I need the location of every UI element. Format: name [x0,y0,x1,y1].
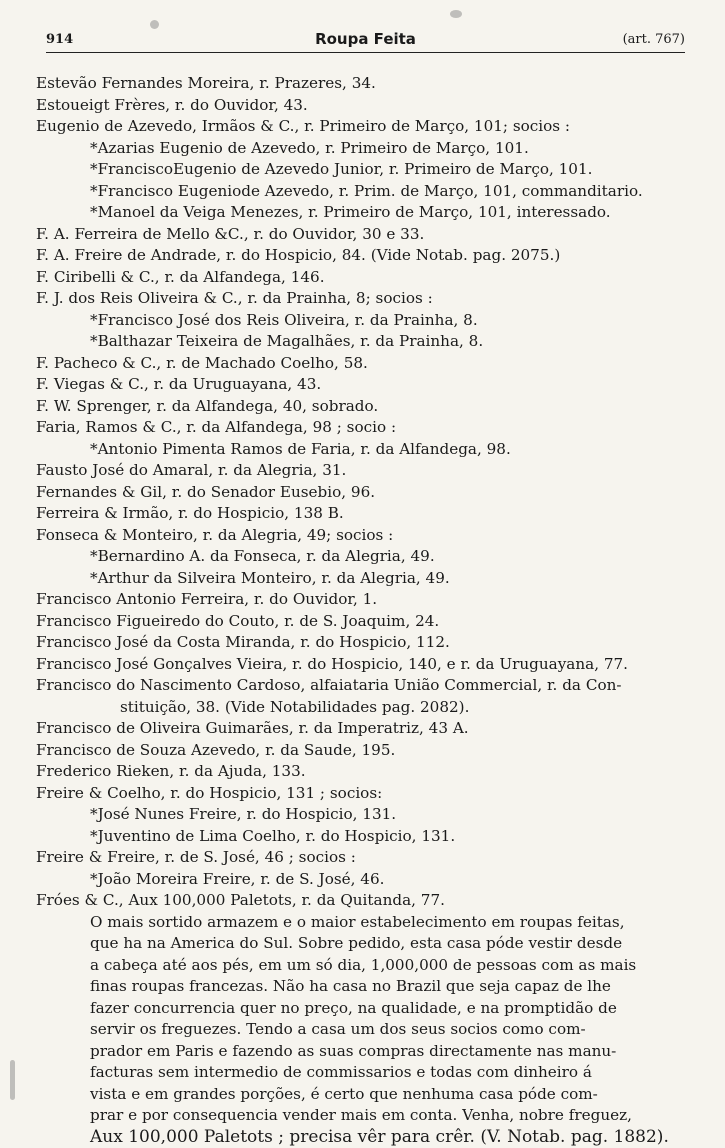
directory-entry: Faria, Ramos & C., r. da Alfandega, 98 ; socio : [36,417,686,439]
advertisement-line: facturas sem intermedio de commissarios e todas com dinheiro á [36,1062,686,1084]
scan-speck [150,20,159,29]
directory-entry: Frederico Rieken, r. da Ajuda, 133. [36,761,686,783]
directory-entry: Freire & Coelho, r. do Hospicio, 131 ; socios: [36,783,686,805]
advertisement-line: que ha na America do Sul. Sobre pedido, esta casa póde vestir desde [36,933,686,955]
advertisement-line: servir os freguezes. Tendo a casa um dos seus socios como com- [36,1019,686,1041]
advertisement-line: a cabeça até aos pés, em um só dia, 1,000,000 de pessoas com as mais [36,955,686,977]
partner-line: *José Nunes Freire, r. do Hospicio, 131. [36,804,686,826]
directory-entry: Francisco José da Costa Miranda, r. do Hospicio, 112. [36,632,686,654]
directory-entry: F. Ciribelli & C., r. da Alfandega, 146. [36,267,686,289]
scan-speck [450,10,462,18]
directory-entry: F. A. Ferreira de Mello &C., r. do Ouvidor, 30 e 33. [36,224,686,246]
directory-entry: Estevão Fernandes Moreira, r. Prazeres, 34. [36,73,686,95]
partner-line: *FranciscoEugenio de Azevedo Junior, r. Primeiro de Março, 101. [36,159,686,181]
directory-entry: Francisco Figueiredo do Couto, r. de S. Joaquim, 24. [36,611,686,633]
partner-line: *Bernardino A. da Fonseca, r. da Alegria, 49. [36,546,686,568]
partner-line: *Juventino de Lima Coelho, r. do Hospicio, 131. [36,826,686,848]
directory-entry: Francisco do Nascimento Cardoso, alfaiataria União Commercial, r. da Con- [36,675,686,697]
directory-entry: Estoueigt Frères, r. do Ouvidor, 43. [36,95,686,117]
advertisement-line: prar e por consequencia vender mais em conta. Venha, nobre freguez, [36,1105,686,1127]
partner-line: *Azarias Eugenio de Azevedo, r. Primeiro de Março, 101. [36,138,686,160]
partner-line: *Arthur da Silveira Monteiro, r. da Alegria, 49. [36,568,686,590]
directory-entry: F. J. dos Reis Oliveira & C., r. da Prainha, 8; socios : [36,288,686,310]
directory-entry: Ferreira & Irmão, r. do Hospicio, 138 B. [36,503,686,525]
directory-entry: Francisco de Souza Azevedo, r. da Saude, 195. [36,740,686,762]
directory-entry: F. Pacheco & C., r. de Machado Coelho, 58. [36,353,686,375]
directory-entry: Fernandes & Gil, r. do Senador Eusebio, 96. [36,482,686,504]
partner-line: *Balthazar Teixeira de Magalhães, r. da Prainha, 8. [36,331,686,353]
directory-entry: Freire & Freire, r. de S. José, 46 ; socios : [36,847,686,869]
directory-entry: F. A. Freire de Andrade, r. do Hospicio, 84. (Vide Notab. pag. 2075.) [36,245,686,267]
advertisement-line: O mais sortido armazem e o maior estabelecimento em roupas feitas, [36,912,686,934]
partner-line: *Manoel da Veiga Menezes, r. Primeiro de Março, 101, interessado. [36,202,686,224]
page-title: Roupa Feita [46,30,685,48]
partner-line: *Antonio Pimenta Ramos de Faria, r. da Alfandega, 98. [36,439,686,461]
directory-entry: Francisco José Gonçalves Vieira, r. do Hospicio, 140, e r. da Uruguayana, 77. [36,654,686,676]
directory-entry: F. Viegas & C., r. da Uruguayana, 43. [36,374,686,396]
advertisement-line: Aux 100,000 Paletots ; precisa vêr para crêr. (V. Notab. pag. 1882). [36,1127,686,1148]
page-header [46,30,685,53]
directory-entry: Fonseca & Monteiro, r. da Alegria, 49; socios : [36,525,686,547]
directory-listing [36,73,686,1148]
article-reference: (art. 767) [623,32,685,47]
page-number: 914 [46,32,73,47]
directory-entry: Francisco de Oliveira Guimarães, r. da Imperatriz, 43 A. [36,718,686,740]
entry-continuation: stituição, 38. (Vide Notabilidades pag. 2082). [36,697,686,719]
directory-entry: Eugenio de Azevedo, Irmãos & C., r. Primeiro de Março, 101; socios : [36,116,686,138]
directory-entry: F. W. Sprenger, r. da Alfandega, 40, sobrado. [36,396,686,418]
partner-line: *Francisco José dos Reis Oliveira, r. da Prainha, 8. [36,310,686,332]
directory-entry: Fróes & C., Aux 100,000 Paletots, r. da Quitanda, 77. [36,890,686,912]
advertisement-line: fazer concurrencia quer no preço, na qualidade, e na promptidão de [36,998,686,1020]
directory-entry: Francisco Antonio Ferreira, r. do Ouvidor, 1. [36,589,686,611]
advertisement-line: prador em Paris e fazendo as suas compras directamente nas manu- [36,1041,686,1063]
advertisement-line: vista e em grandes porções, é certo que nenhuma casa póde com- [36,1084,686,1106]
scan-speck [10,1060,15,1100]
partner-line: *João Moreira Freire, r. de S. José, 46. [36,869,686,891]
directory-entry: Fausto José do Amaral, r. da Alegria, 31. [36,460,686,482]
partner-line: *Francisco Eugeniode Azevedo, r. Prim. de Março, 101, commanditario. [36,181,686,203]
advertisement-line: finas roupas francezas. Não ha casa no Brazil que seja capaz de lhe [36,976,686,998]
